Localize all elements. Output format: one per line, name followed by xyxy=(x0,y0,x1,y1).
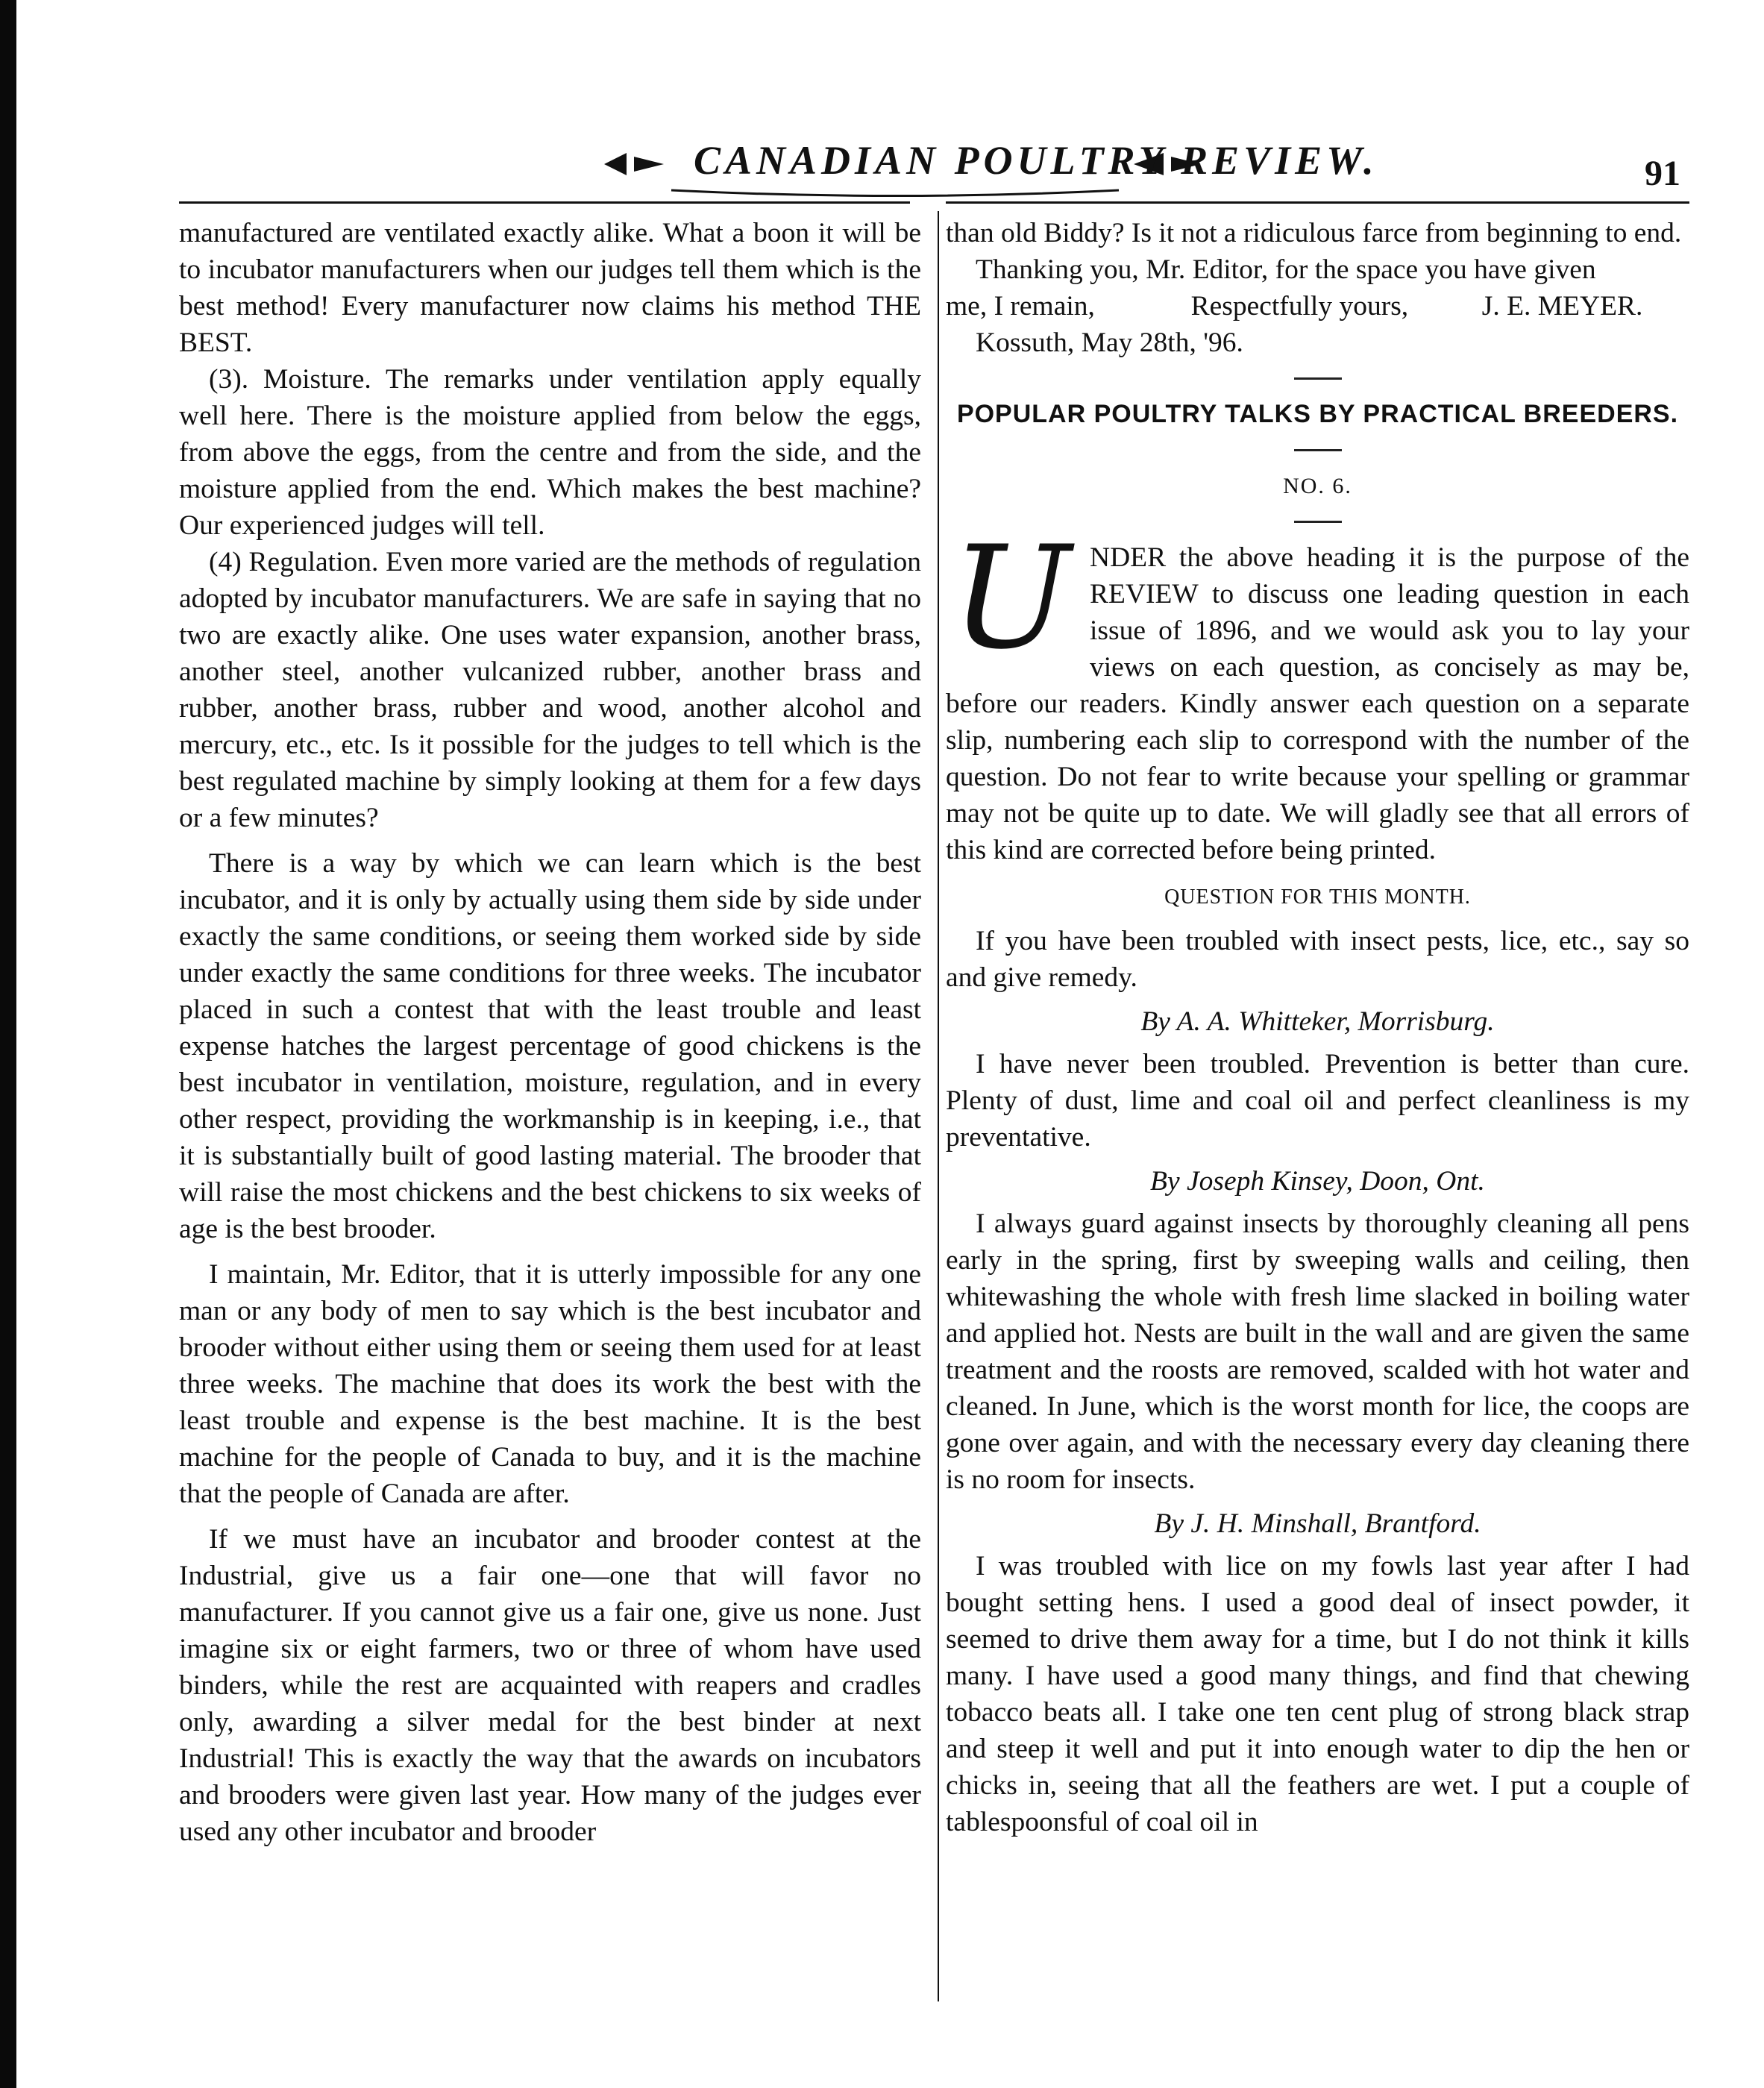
page-number: 91 xyxy=(1645,154,1680,193)
right-paragraph-2: Thanking you, Mr. Editor, for the space you have given xyxy=(976,254,1596,285)
right-column xyxy=(946,215,1689,1840)
left-paragraph-6: If we must have an incubator and brooder contest at the Industrial, give us a fair one—one that will favor no manufacturer. If you cannot give us a fair one, give us none. Just imagine six or eight farmers, two or three of whom have used binders, while the rest are acquainted with reapers and cradles only, awarding a silver medal for the best binder at next Industrial! This is exactly the way that the awards on incubators and brooders were given last year. How many of the judges ever used any other incubator and brooder xyxy=(179,1524,921,1847)
byline-kinsey: By Joseph Kinsey, Doon, Ont. xyxy=(1150,1166,1485,1197)
byline-whitteker: By A. A. Whitteker, Morrisburg. xyxy=(1140,1006,1495,1037)
section-rule-3 xyxy=(1294,521,1342,523)
masthead-title: CANADIAN POULTRY REVIEW. xyxy=(694,138,1378,183)
left-column xyxy=(179,215,921,1850)
signature-name: J. E. MEYER. xyxy=(1481,291,1643,322)
question-label: QUESTION FOR THIS MONTH. xyxy=(1164,885,1471,909)
section-heading: POPULAR POULTRY TALKS BY PRACTICAL BREEDERS. xyxy=(956,400,1679,428)
right-paragraph-1: than old Biddy? Is it not a ridiculous farce from beginning to end. xyxy=(946,218,1682,248)
intro-paragraph xyxy=(946,515,1689,868)
dateline: Kossuth, May 28th, '96. xyxy=(976,327,1243,358)
left-paragraph-1: manufactured are ventilated exactly alike. What a boon it will be to incubator manufacturers when our judges tell them which is the best method! Every manufacturer now claims his method THE BEST. xyxy=(179,218,921,358)
answer-minshall: I was troubled with lice on my fowls last year after I had bought setting hens. I used a good deal of insect powder, it seemed to drive them away for a time, but I do not think it kills many. I have used a good many things, and find that chewing tobacco beats all. I take one ten cent plug of strong black strap and steep it well and put it into enough water to dip the hen or chicks in, seeing that all the feathers are wet. I put a couple of tablespoonsful of coal oil in xyxy=(946,1551,1689,1837)
dropcap-letter: U xyxy=(951,515,1071,680)
signature-line xyxy=(946,288,1689,325)
left-paragraph-2: (3). Moisture. The remarks under ventilation apply equally well here. There is the moisture applied from below the eggs, from above the eggs, from the centre and from the side, and the moisture applied from the end. Which makes the best machine? Our experienced judges will tell. xyxy=(179,364,921,541)
header-rule-right xyxy=(946,201,1689,204)
answer-whitteker: I have never been troubled. Prevention is better than cure. Plenty of dust, lime and coal oil and perfect cleanliness is my preventative. xyxy=(946,1049,1689,1153)
column-divider xyxy=(938,211,939,2001)
signature-regards: Respectfully yours, xyxy=(1190,291,1409,322)
header-rule-left xyxy=(179,201,910,204)
question-text: If you have been troubled with insect pests, lice, etc., say so and give remedy. xyxy=(946,926,1689,993)
answer-kinsey: I always guard against insects by thoroughly cleaning all pens early in the spring, first by sweeping walls and ceiling, then whitewashing the whole with fresh lime slacked in boiling water and applied hot. Nests are built in the wall and are given the same treatment and the roosts are removed, scalded with hot water and cleaned. In June, which is the worst month for lice, the coops are gone over again, and with the necessary every day cleaning there is no room for insects. xyxy=(946,1208,1689,1495)
masthead xyxy=(597,127,1378,201)
intro-text: NDER the above heading it is the purpose of the REVIEW to discuss one leading question in each issue of 1896, and we would ask you to lay your views on each question, as concisely as may be, before our readers. Kindly answer each question on a separate slip, numbering each slip to correspond with the number of the question. Do not fear to write because your spelling or grammar may not be quite up to date. We will gladly see that all errors of this kind are corrected before being printed. xyxy=(946,542,1689,865)
issue-number-label: NO. 6. xyxy=(1283,474,1352,498)
left-paragraph-5: I maintain, Mr. Editor, that it is utterly impossible for any one man or any body of men to say which is the best incubator and brooder without either using them or seeing them used for at least three weeks. The machine that does its work the best with the least trouble and expense is the best machine. It is the best machine for the people of Canada to buy, and it is the machine that the people of Canada are after. xyxy=(179,1259,921,1509)
left-paragraph-4: There is a way by which we can learn which is the best incubator, and it is only by actually using them side by side under exactly the same conditions, or seeing them worked side by side under exactly the same conditions for three weeks. The incubator placed in such a contest that with the least trouble and least expense hatches the largest percentage of good chickens is the best incubator in ventilation, moisture, regulation, and in every other respect, providing the workmanship is in keeping, i.e., that it is substantially built of good lasting material. The brooder that will raise the most chickens and the best chickens to six weeks of age is the best brooder. xyxy=(179,848,921,1244)
signature-closing: me, I remain, xyxy=(946,291,1095,322)
section-rule-1 xyxy=(1294,377,1342,380)
byline-minshall: By J. H. Minshall, Brantford. xyxy=(1154,1508,1481,1539)
left-paragraph-3: (4) Regulation. Even more varied are the methods of regulation adopted by incubator manufacturers. We are safe in saying that no two are exactly alike. One uses water expansion, another brass, another steel, another vulcanized rubber, another brass and rubber, another brass, rubber and wood, another alcohol and mercury, etc., etc. Is it possible for the judges to tell which is the best regulated machine by simply looking at them for a few days or a few minutes? xyxy=(179,547,921,833)
scan-edge-bar xyxy=(0,0,16,2088)
section-rule-2 xyxy=(1294,449,1342,451)
